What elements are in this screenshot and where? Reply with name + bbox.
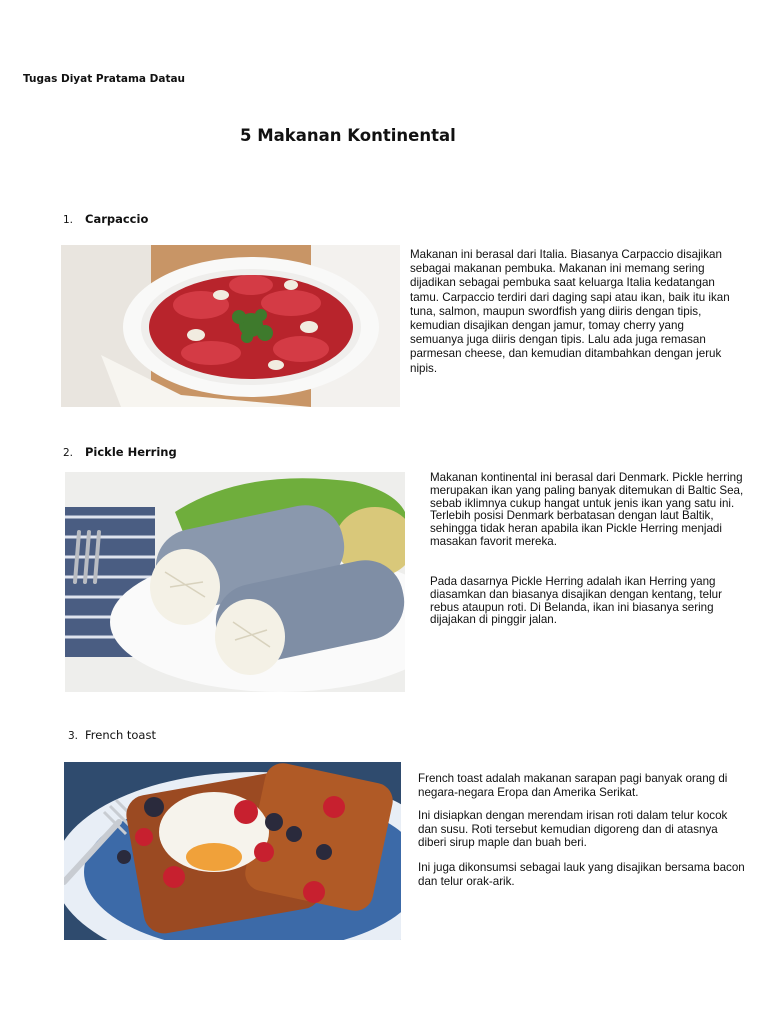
french-toast-description-3: Ini juga dikonsumsi sebagai lauk yang disajikan bersama bacon dan telur orak-arik. — [418, 861, 745, 888]
section-number: 2. — [63, 447, 74, 459]
section-number: 3. — [68, 730, 79, 742]
section-title: Pickle Herring — [85, 445, 177, 459]
section-heading-carpaccio — [63, 212, 148, 226]
section-title: French toast — [85, 728, 156, 742]
carpaccio-description: Makanan ini berasal dari Italia. Biasanya Carpaccio disajikan sebagai makanan pembuka. Makanan ini memang sering dijadikan sebagai pembuka saat keluarga Italia kedatangan tamu. Carpaccio terdiri dari daging sapi atau ikan, baik itu ikan tuna, salmon, maupun swordfish yang diiris dengan tipis, kemudian disajikan dengan jamur, tomay cherry yang semuanya juga diiris dengan tipis. Lalu ada juga remasan parmesan cheese, dan kemudian ditambahkan dengan jeruk nipis. — [410, 248, 730, 375]
french-toast-photo — [64, 762, 401, 940]
page-title: 5 Makanan Kontinental — [240, 126, 456, 145]
carpaccio-photo — [61, 245, 400, 407]
pickle-herring-description-1: Makanan kontinental ini berasal dari Denmark. Pickle herring merupakan ikan yang paling banyak ditemukan di Baltic Sea, sebab iklimnya cukup hangat untuk jenis ikan yang satu ini. Terlebih posisi Denmark berbatasan dengan laut Baltik, sehingga tidak heran apabila ikan Pickle Herring menjadi masakan favorit mereka. — [430, 471, 744, 548]
pickle-herring-photo — [65, 472, 405, 692]
author-name: Tugas Diyat Pratama Datau — [23, 73, 186, 85]
section-heading-french-toast — [68, 728, 156, 742]
section-number: 1. — [63, 214, 74, 226]
french-toast-description-2: Ini disiapkan dengan merendam irisan roti dalam telur kocok dan susu. Roti tersebut kemudian digoreng dan di atasnya diberi sirup maple dan buah beri. — [418, 809, 728, 850]
section-title: Carpaccio — [85, 212, 149, 226]
section-heading-pickle-herring — [63, 445, 177, 459]
french-toast-description-1: French toast adalah makanan sarapan pagi banyak orang di negara-negara Eropa dan Amerika Serikat. — [418, 772, 728, 799]
pickle-herring-description-2: Pada dasarnya Pickle Herring adalah ikan Herring yang diasamkan dan biasanya disajikan dengan kentang, telur rebus ataupun roti. Di Belanda, ikan ini biasanya sering dijajakan di pinggir jalan. — [430, 575, 722, 627]
